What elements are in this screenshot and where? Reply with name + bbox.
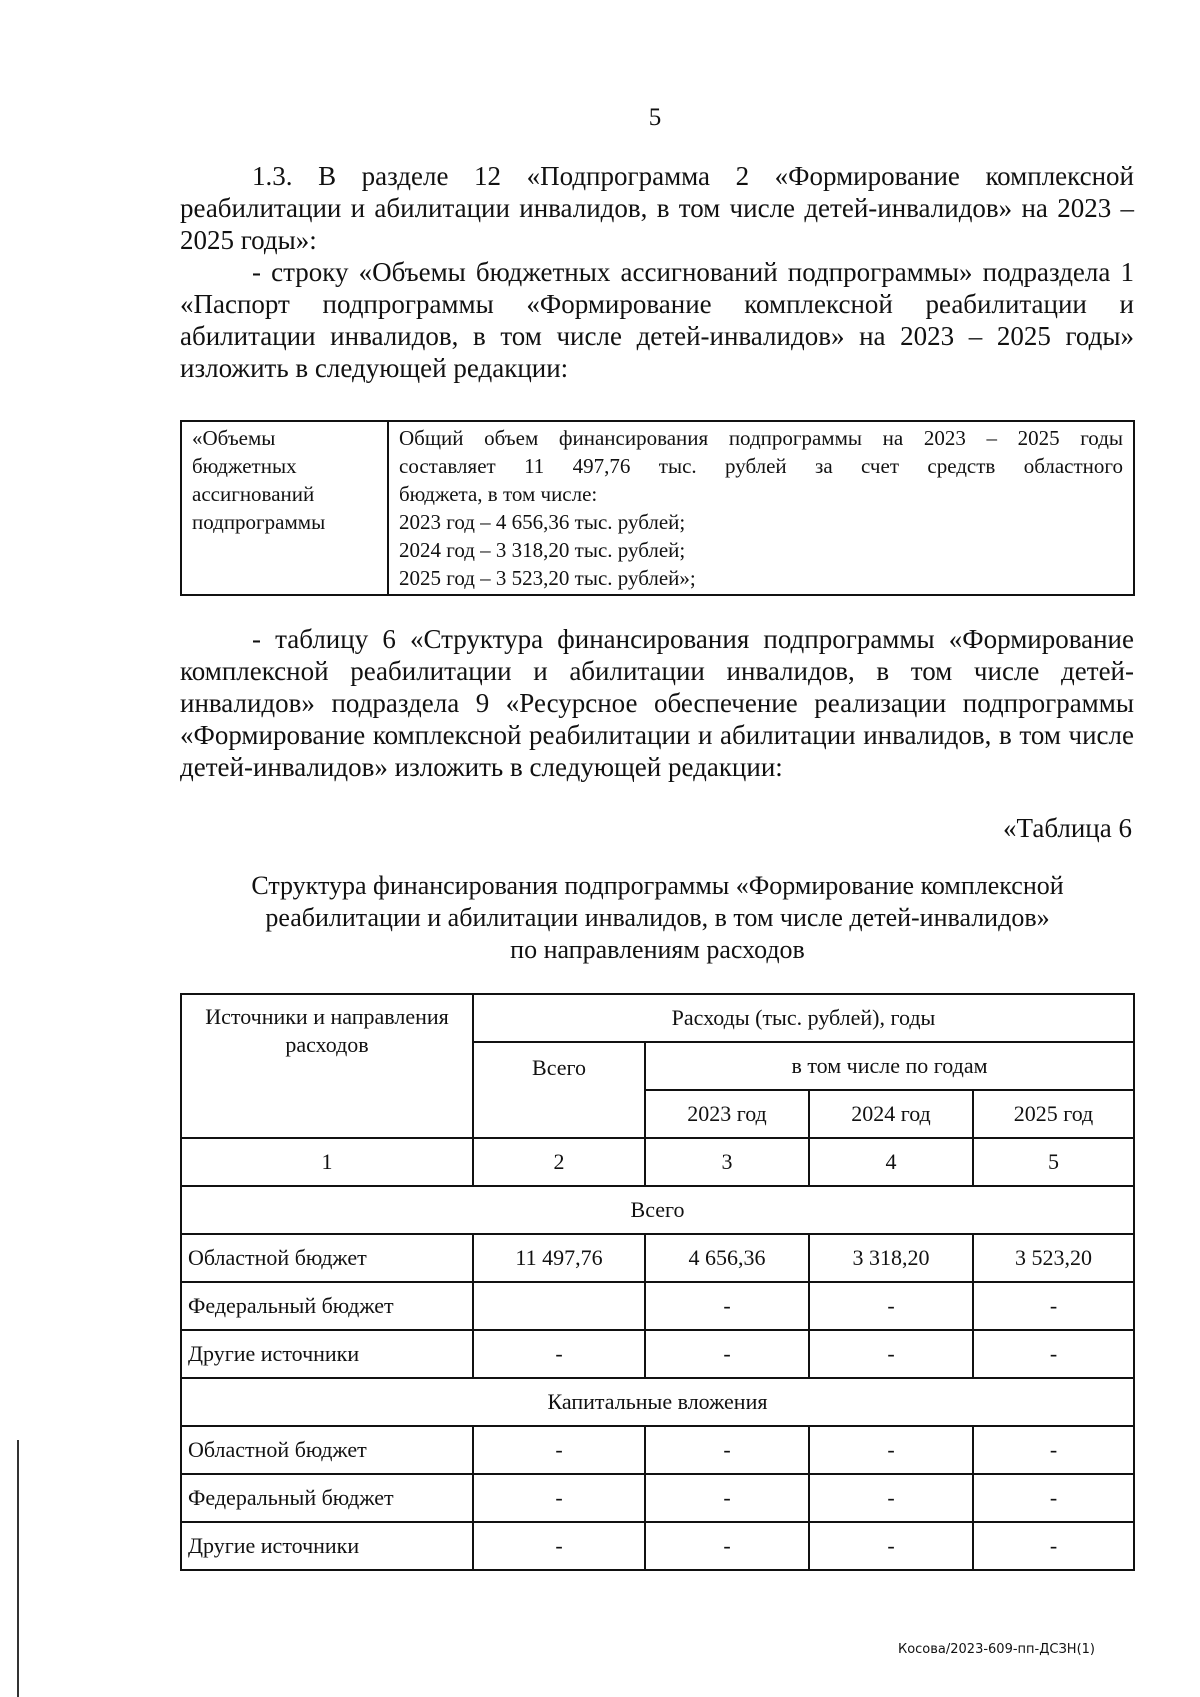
cell-total: - [473, 1426, 645, 1474]
column-number: 1 [181, 1138, 473, 1186]
passport-left-line: подпрограммы [192, 510, 326, 534]
cell-2025: 3 523,20 [973, 1234, 1134, 1282]
cell-2025: - [973, 1474, 1134, 1522]
table-title [180, 870, 1135, 966]
cell-total: 11 497,76 [473, 1234, 645, 1282]
passport-left-line: бюджетных [192, 454, 297, 478]
paragraph-budget-row: - строку «Объемы бюджетных ассигнований подпрограммы» подраздела 1 «Паспорт подпрограммы «Формирование комплексной реабилитации и абилитации инвалидов, в том числе детей-инвалидов» на 2023 – 2025 годы» изложить в следующей редакции: [180, 257, 1134, 383]
passport-intro-line: бюджета, в том числе: [399, 482, 598, 506]
header-2025: 2025 год [973, 1090, 1134, 1138]
scan-margin-line [17, 1440, 19, 1697]
section-capital: Капитальные вложения [181, 1378, 1134, 1426]
footer-document-code: Косова/2023-609-пп-ДСЗН(1) [897, 1642, 1095, 1657]
header-2023: 2023 год [645, 1090, 809, 1138]
table-row [181, 1522, 1134, 1570]
cell-2024: - [809, 1330, 973, 1378]
table-row [181, 1426, 1134, 1474]
row-label: Федеральный бюджет [181, 1474, 473, 1522]
row-label: Другие источники [181, 1522, 473, 1570]
header-by-years: в том числе по годам [645, 1042, 1134, 1090]
cell-total: - [473, 1474, 645, 1522]
table-label: «Таблица 6 [1003, 813, 1132, 843]
table-row [181, 1282, 1134, 1330]
header-source: Источники и направления расходов [181, 994, 473, 1138]
passport-left-line: ассигнований [192, 482, 315, 506]
table-title-line: Структура финансирования подпрограммы «Формирование комплексной [251, 871, 1064, 900]
cell-2023: - [645, 1282, 809, 1330]
passport-left-cell [181, 421, 388, 595]
paragraph-section-1-3: 1.3. В разделе 12 «Подпрограмма 2 «Формирование комплексной реабилитации и абилитации инвалидов, в том числе детей-инвалидов» на 2023 – 2025 годы»: [180, 161, 1134, 255]
cell-2023: 4 656,36 [645, 1234, 809, 1282]
cell-2023: - [645, 1426, 809, 1474]
header-2024: 2024 год [809, 1090, 973, 1138]
cell-2025: - [973, 1330, 1134, 1378]
cell-2024: - [809, 1282, 973, 1330]
row-label: Областной бюджет [181, 1426, 473, 1474]
passport-right-cell [388, 421, 1134, 595]
cell-2023: - [645, 1330, 809, 1378]
table-title-line: реабилитации и абилитации инвалидов, в том числе детей-инвалидов» [265, 903, 1050, 932]
cell-2025: - [973, 1522, 1134, 1570]
passport-year-2024: 2024 год – 3 318,20 тыс. рублей; [399, 538, 686, 562]
passport-intro-line: Общий объем финансирования подпрограммы на 2023 – 2025 годы [399, 426, 1123, 450]
header-total: Всего [473, 1042, 645, 1138]
cell-total: - [473, 1330, 645, 1378]
column-number: 5 [973, 1138, 1134, 1186]
column-number: 2 [473, 1138, 645, 1186]
header-expenses: Расходы (тыс. рублей), годы [473, 994, 1134, 1042]
cell-2023: - [645, 1474, 809, 1522]
cell-2024: - [809, 1426, 973, 1474]
table-row [181, 1234, 1134, 1282]
row-label: Областной бюджет [181, 1234, 473, 1282]
cell-2023: - [645, 1522, 809, 1570]
row-label: Другие источники [181, 1330, 473, 1378]
passport-left-line: «Объемы [192, 426, 276, 450]
column-number: 4 [809, 1138, 973, 1186]
table-title-line: по направлениям расходов [510, 935, 805, 964]
table-row [181, 1330, 1134, 1378]
passport-year-2025: 2025 год – 3 523,20 тыс. рублей»; [399, 566, 696, 590]
column-numbers-row [181, 1138, 1134, 1186]
cell-2025: - [973, 1426, 1134, 1474]
cell-total [473, 1282, 645, 1330]
column-number: 3 [645, 1138, 809, 1186]
cell-2024: - [809, 1522, 973, 1570]
row-label: Федеральный бюджет [181, 1282, 473, 1330]
financing-table [180, 993, 1135, 1571]
cell-2025: - [973, 1282, 1134, 1330]
passport-table [180, 420, 1135, 596]
section-total: Всего [181, 1186, 1134, 1234]
cell-2024: - [809, 1474, 973, 1522]
paragraph-table-6: - таблицу 6 «Структура финансирования подпрограммы «Формирование комплексной реабилитации и абилитации инвалидов, в том числе детей-инвалидов» подраздела 9 «Ресурсное обеспечение реализации подпрограммы «Формирование комплексной реабилитации и абилитации инвалидов, в том числе детей-инвалидов» изложить в следующей редакции: [180, 624, 1134, 782]
table-row [181, 1474, 1134, 1522]
cell-total: - [473, 1522, 645, 1570]
passport-intro-line: составляет 11 497,76 тыс. рублей за счет средств областного [399, 454, 1123, 478]
page-number: 5 [648, 104, 662, 131]
passport-year-2023: 2023 год – 4 656,36 тыс. рублей; [399, 510, 686, 534]
cell-2024: 3 318,20 [809, 1234, 973, 1282]
